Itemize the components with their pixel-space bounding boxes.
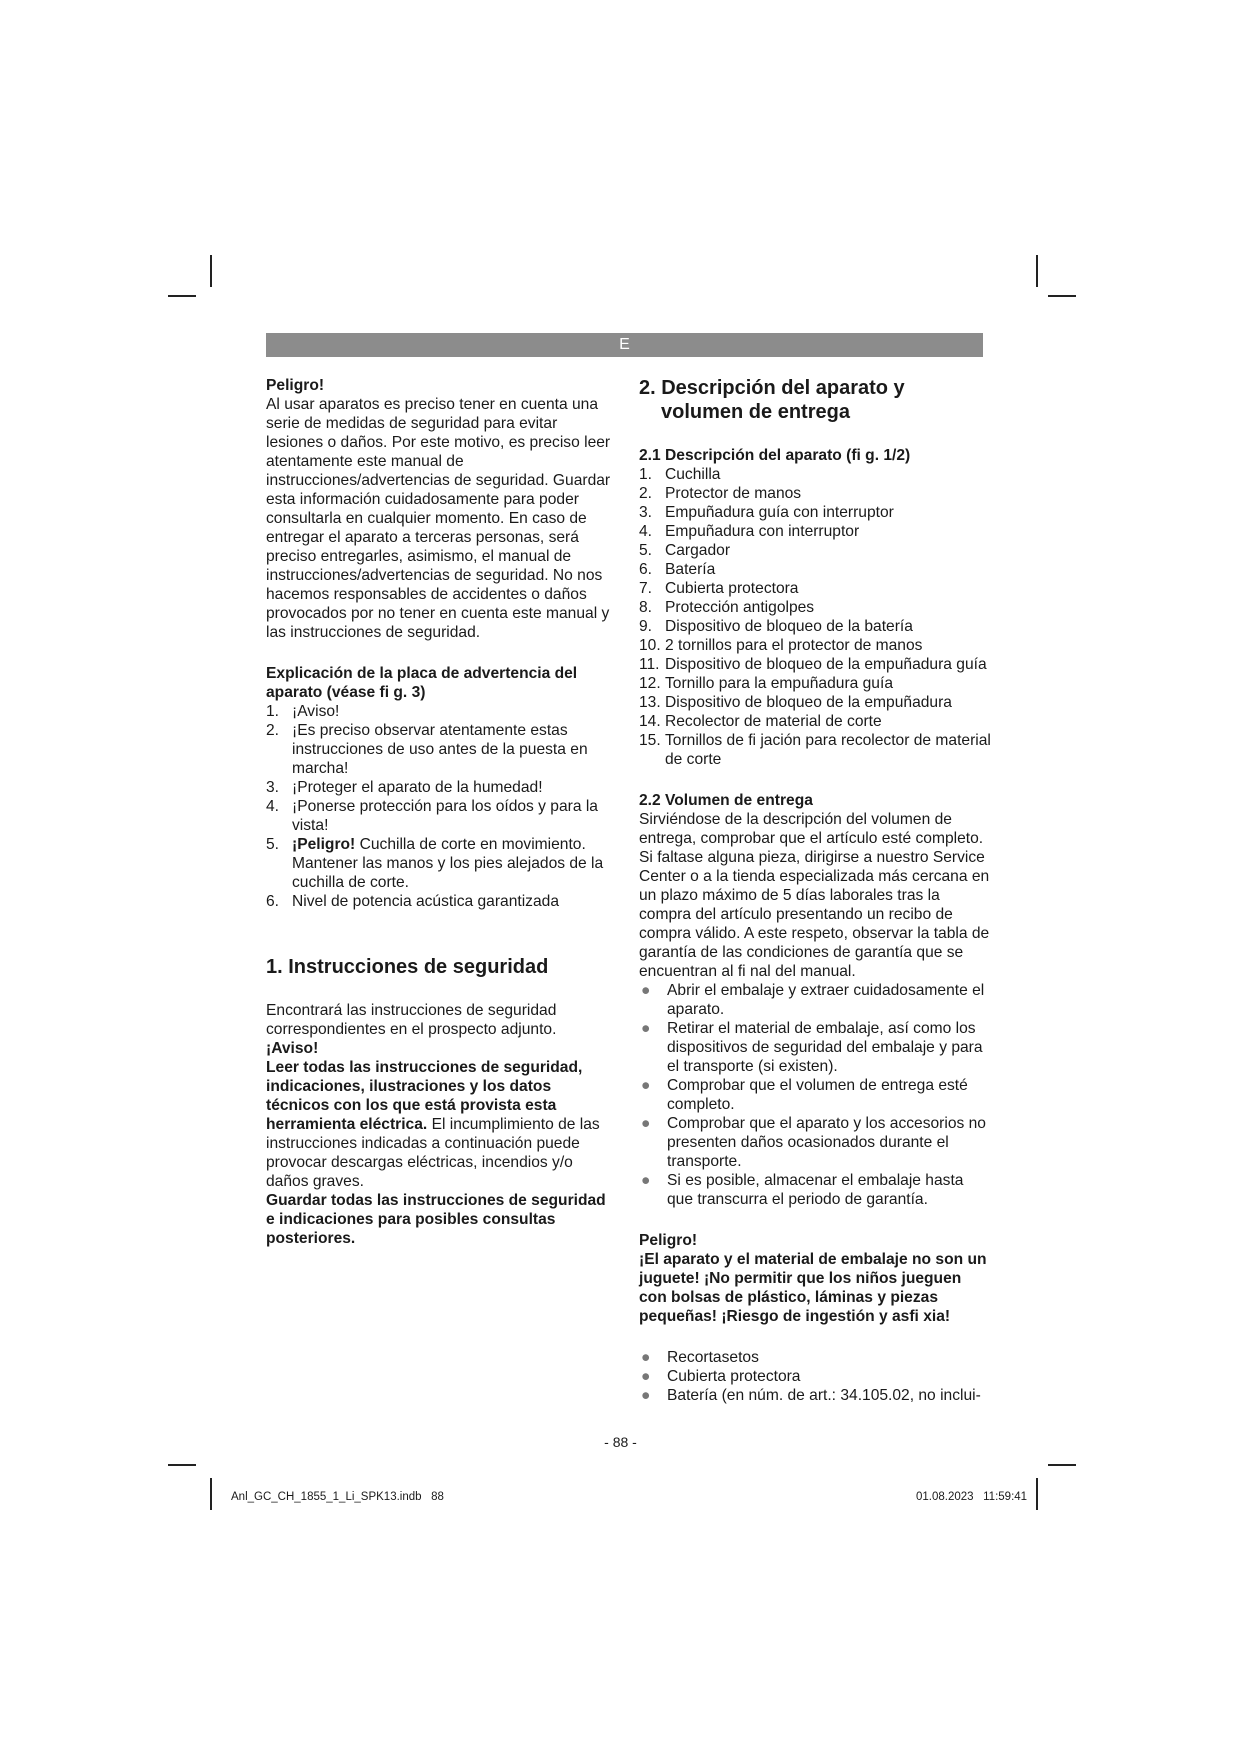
- list-item: 9. Dispositivo de bloqueo de la batería: [639, 618, 913, 635]
- footer-timestamp: 01.08.2023 11:59:41: [916, 1491, 1028, 1503]
- list-item: 6. Batería: [639, 561, 716, 578]
- section1-bold-read: Leer todas las instrucciones de seguridad, indicaciones, ilustraciones y los datos técnicos con los que está provista esta herramienta eléctrica.: [266, 1059, 583, 1133]
- list-item: 4. ¡Ponerse protección para los oídos y para la vista!: [266, 798, 598, 834]
- list-item: ● Comprobar que el volumen de entrega esté completo.: [641, 1077, 968, 1113]
- crop-mark: [1048, 1464, 1076, 1466]
- list-item: 1. ¡Aviso!: [266, 703, 340, 720]
- list-item: 13. Dispositivo de bloqueo de la empuñadura: [639, 694, 952, 711]
- bullet-icon: ●: [641, 1115, 651, 1132]
- unpack-steps-list: [639, 981, 991, 1209]
- bullet-icon: ●: [641, 1020, 651, 1037]
- list-item: 5. Cargador: [639, 542, 731, 559]
- right-column: [639, 376, 991, 1405]
- crop-mark: [168, 1464, 196, 1466]
- parts-list: [639, 465, 991, 769]
- danger2-title: Peligro!: [639, 1232, 698, 1249]
- list-item: 2. ¡Es preciso observar atentamente estas instrucciones de uso antes de la puesta en marcha!: [266, 722, 588, 777]
- list-item: 1. Cuchilla: [639, 466, 721, 483]
- list-item: 10. 2 tornillos para el protector de manos: [639, 637, 923, 654]
- section2-title-line1: 2. Descripción del aparato y: [639, 377, 905, 399]
- bullet-icon: ●: [641, 1349, 651, 1366]
- bullet-icon: ●: [641, 1077, 651, 1094]
- list-item: 12. Tornillo para la empuñadura guía: [639, 675, 893, 692]
- list-item: 5. ¡Peligro! Cuchilla de corte en movimiento. Mantener las manos y los pies alejados de la cuchilla de corte.: [266, 836, 604, 891]
- section2-title-line2: volumen de entrega: [661, 401, 850, 423]
- list-item: 7. Cubierta protectora: [639, 580, 799, 597]
- warning-plate-list: [266, 702, 616, 911]
- section1-bold-keep: Guardar todas las instrucciones de seguridad e indicaciones para posibles consultas posteriores.: [266, 1192, 606, 1247]
- sub22-text: Sirviéndose de la descripción del volumen de entrega, comprobar que el artículo esté completo. Si faltase alguna pieza, dirigirse a nuestro Service Center o a la tienda especializada más cercana en un plazo máximo de 5 días laborales tras la compra del artículo presentando un recibo de compra válido. A este respeto, observar la tabla de garantía de las condiciones de garantía que se encuentran al fi nal del manual.: [639, 811, 990, 980]
- danger-title: Peligro!: [266, 377, 325, 394]
- danger-text: Al usar aparatos es preciso tener en cuenta una serie de medidas de seguridad para evitar lesiones o daños. Por este motivo, es preciso leer atentamente este manual de instrucciones/advertencias de seguridad. Guardar esta información cuidadosamente para poder consultarla en cualquier momento. En caso de entregar el aparato a terceras personas, será preciso entregarles, asimismo, el manual de instrucciones/advertencias de seguridad. No nos hacemos responsables de accidentes o daños provocados por no tener en cuenta este manual y las instrucciones de seguridad.: [266, 396, 611, 641]
- section1-title: 1. Instrucciones de seguridad: [266, 956, 549, 978]
- list-item: 2. Protector de manos: [639, 485, 802, 502]
- list-item: 8. Protección antigolpes: [639, 599, 815, 616]
- sub22-title: 2.2 Volumen de entrega: [639, 792, 813, 809]
- crop-mark: [1036, 255, 1038, 287]
- section1-aviso: ¡Aviso!: [266, 1040, 319, 1057]
- crop-mark: [1048, 295, 1076, 297]
- bullet-icon: ●: [641, 1368, 651, 1385]
- list-item: ● Comprobar que el aparato y los accesorios no presenten daños ocasionados durante el transporte.: [641, 1115, 986, 1170]
- list-item: 4. Empuñadura con interruptor: [639, 523, 860, 540]
- bullet-icon: ●: [641, 982, 651, 999]
- crop-mark: [210, 255, 212, 287]
- list-item: ● Retirar el material de embalaje, así como los dispositivos de seguridad del embalaje y para el transporte (si existen).: [641, 1020, 983, 1075]
- sub21-title: 2.1 Descripción del aparato (fi g. 1/2): [639, 447, 911, 464]
- list-item: 14. Recolector de material de corte: [639, 713, 882, 730]
- section1-normal: El incumplimiento de las instrucciones indicadas a continuación puede provocar descargas eléctricas, incendios y/o daños graves.: [266, 1116, 600, 1190]
- crop-mark: [168, 295, 196, 297]
- bullet-icon: ●: [641, 1387, 651, 1404]
- list-item: 3. Empuñadura guía con interruptor: [639, 504, 894, 521]
- danger2-text: ¡El aparato y el material de embalaje no son un juguete! ¡No permitir que los niños jueguen con bolsas de plástico, láminas y piezas pequeñas! ¡Riesgo de ingestión y asfi xia!: [639, 1251, 987, 1325]
- section1-intro: Encontrará las instrucciones de seguridad correspondientes en el prospecto adjunto.: [266, 1002, 557, 1038]
- list-item: ● Batería (en núm. de art.: 34.105.02, no inclui-: [641, 1387, 981, 1404]
- crop-mark: [210, 1478, 212, 1510]
- list-item: 11. Dispositivo de bloqueo de la empuñadura guía: [639, 656, 987, 673]
- left-column: [266, 376, 616, 1248]
- list-item: 15. Tornillos de fi jación para recolector de material de corte: [639, 732, 991, 768]
- list-item: 3. ¡Proteger el aparato de la humedad!: [266, 779, 543, 796]
- crop-mark: [1036, 1478, 1038, 1510]
- list-item: 6. Nivel de potencia acústica garantizada: [266, 893, 559, 910]
- list-item: ● Recortasetos: [641, 1349, 759, 1366]
- list-item: ● Abrir el embalaje y extraer cuidadosamente el aparato.: [641, 982, 985, 1018]
- bullet-icon: ●: [641, 1172, 651, 1189]
- list-item: ● Si es posible, almacenar el embalaje hasta que transcurra el periodo de garantía.: [641, 1172, 964, 1208]
- page-number: - 88 -: [604, 1434, 637, 1450]
- footer-file-name: Anl_GC_CH_1855_1_Li_SPK13.indb 88: [231, 1491, 444, 1503]
- warning-plate-heading: Explicación de la placa de advertencia del aparato (véase fi g. 3): [266, 665, 578, 701]
- language-label: E: [619, 336, 630, 353]
- language-header-bar: [266, 333, 983, 357]
- list-item: ● Cubierta protectora: [641, 1368, 801, 1385]
- delivery-items-list: [639, 1348, 991, 1405]
